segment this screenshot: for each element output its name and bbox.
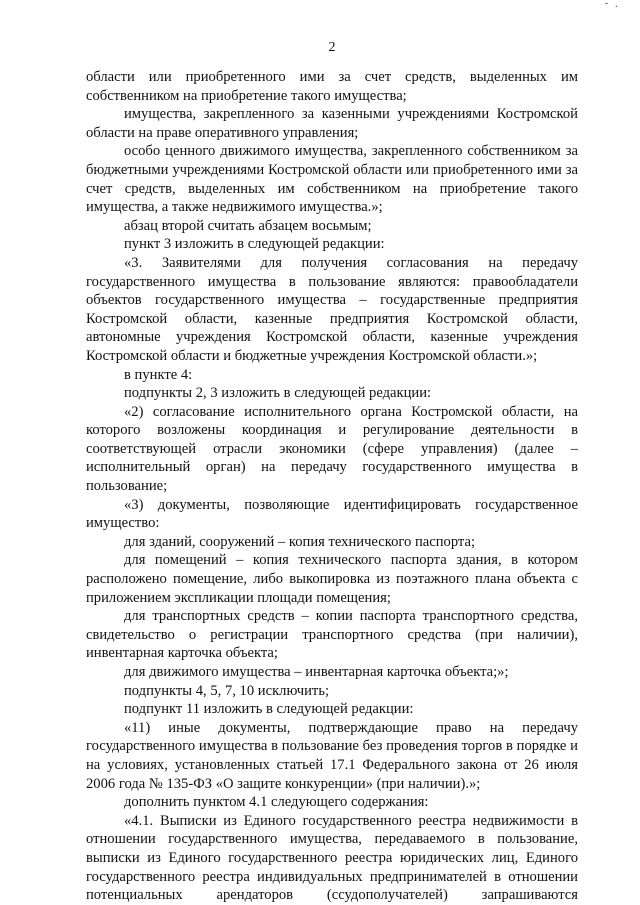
paragraph: «3) документы, позволяющие идентифицировать государственное имущество:	[86, 496, 578, 532]
paragraph: «11) иные документы, подтверждающие право на передачу государственного имущества в пользование без проведения торгов в порядке и на условиях, установленных статьей 17.1 Федерального закона от 26 июля 2006 года № 135-ФЗ «О защите конкуренции» (при наличии).»;	[86, 719, 578, 792]
paragraph: подпункт 11 изложить в следующей редакции:	[124, 701, 414, 718]
paragraph: для зданий, сооружений – копия технического паспорта;	[124, 533, 476, 550]
paragraph: «2) согласование исполнительного органа Костромской области, на которого возложены координация и регулирование деятельности в соответствующей отрасли экономики (сфере управления) (далее – исполнительный орган) на передачу государственного имущества в пользование;	[86, 403, 578, 495]
paragraph: имущества, закрепленного за казенными учреждениями Костромской области на праве оперативного управления;	[86, 106, 578, 141]
paragraph: в пункте 4:	[124, 366, 193, 383]
paragraph: для помещений – копия технического паспорта здания, в котором расположено помещение, либо выкопировка из поэтажного плана объекта с приложением экспликации площади помещения;	[86, 552, 578, 606]
paragraph: «3. Заявителями для получения согласования на передачу государственного имущества в пользование являются: правообладатели объектов государственного имущества – государственные предприятия Костромской области, казенные предприятия Костромской области, автономные учреждения Костромской области, казенные учреждения Костромской области и бюджетные учреждения Костромской области.»;	[86, 254, 578, 364]
paragraph: подпункты 2, 3 изложить в следующей редакции:	[124, 385, 432, 402]
paragraph: «4.1. Выписки из Единого государственного реестра недвижимости в отношении государственного имущества, передаваемого в пользование, выписки из Единого государственного реестра юридических лиц, Единого государственного реестра индивидуальных предпринимателей в отношении потенциальных арендаторов (ссудополучателей) запрашиваются	[86, 812, 578, 904]
paragraph: для транспортных средств – копии паспорта транспортного средства, свидетельство о регистрации транспортного средства (при наличии), инвентарная карточка объекта;	[86, 608, 578, 662]
paragraph: подпункты 4, 5, 7, 10 исключить;	[124, 682, 330, 699]
paragraph: особо ценного движимого имущества, закрепленного собственником за бюджетными учреждениями Костромской области или приобретенного ими за счет средств, выделенных им собственником на приобретение такого имущества, а также недвижимого имущества.»;	[86, 143, 578, 216]
paragraph: дополнить пунктом 4.1 следующего содержания:	[124, 794, 429, 811]
paragraph: для движимого имущества – инвентарная карточка объекта;»;	[124, 664, 509, 680]
page-number: 2	[328, 40, 336, 55]
paragraph: области или приобретенного ими за счет средств, выделенных им собственником на приобретение такого имущества;	[86, 69, 578, 104]
paragraph: абзац второй считать абзацем восьмым;	[124, 217, 372, 234]
document-body	[86, 68, 578, 905]
scan-corner-mark: ˘ ·	[604, 2, 620, 13]
paragraph: пункт 3 изложить в следующей редакции:	[124, 236, 385, 253]
